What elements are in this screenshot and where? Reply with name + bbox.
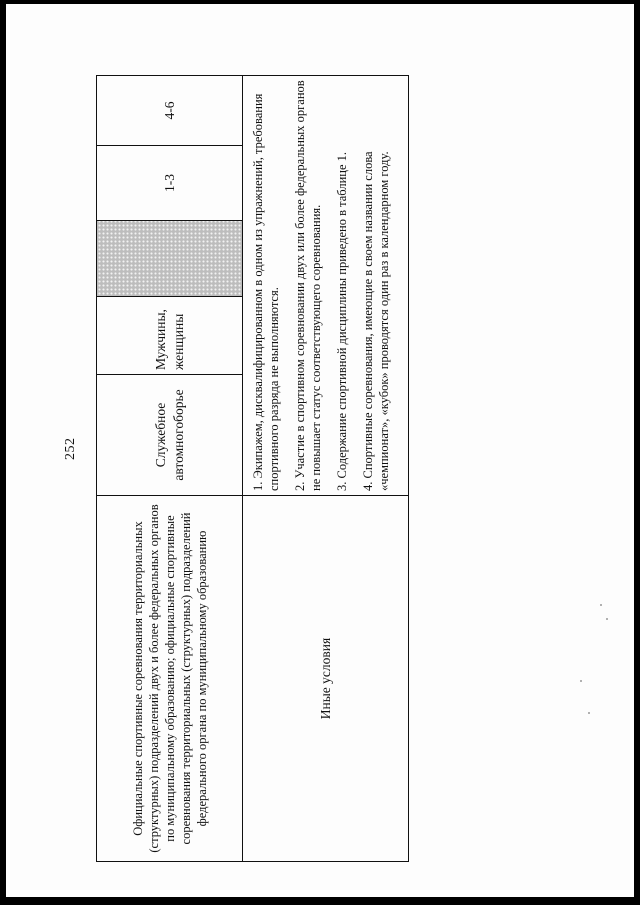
condition-item: 2. Участие в спортивном соревновании двух или более федеральных органов не повышает статус соответствующего соревнования. xyxy=(292,80,323,491)
scan-speck xyxy=(600,604,602,606)
condition-item: 4. Спортивные соревнования, имеющие в своем названии слова «чемпионат», «кубок» проводятся один раз в календарном году. xyxy=(360,151,391,491)
condition-item: 3. Содержание спортивной дисциплины приведено в таблице 1. xyxy=(334,151,349,491)
conditions-cell xyxy=(243,76,409,496)
rotated-table-sheet xyxy=(96,76,408,862)
discipline-cell: Служебное автомногоборье xyxy=(97,375,243,496)
rank-cell-1: 1-3 xyxy=(97,146,243,221)
other-conditions-label: Иные условия xyxy=(243,496,409,862)
table-row xyxy=(243,76,409,862)
condition-item: 1. Экипажем, дисквалифицированном в одном из упражнений, требования спортивного разряда не выполняются. xyxy=(250,93,281,491)
page-number: 252 xyxy=(63,437,78,460)
requirements-table xyxy=(96,75,409,862)
scan-speck xyxy=(606,618,608,620)
table-row xyxy=(97,76,243,862)
scan-speck xyxy=(580,680,582,682)
official-competitions-cell: Официальные спортивные соревнования территориальных (структурных) подразделений двух и более федеральных органов по муниципальному образованию; официальные спортивные соревнования территориальных (структурных) подразделений федерального органа по муниципальному образованию xyxy=(97,496,243,862)
rank-cell-2: 4-6 xyxy=(97,76,243,146)
scanned-page xyxy=(6,4,634,897)
gender-cell: Мужчины, женщины xyxy=(97,297,243,375)
shaded-cell xyxy=(97,221,243,297)
scan-speck xyxy=(588,712,590,714)
